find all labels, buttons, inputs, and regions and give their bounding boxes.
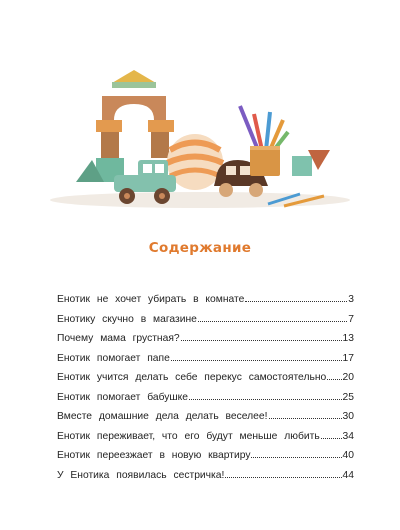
toc-page-number: 25: [342, 391, 354, 403]
toys-illustration: [0, 0, 400, 225]
toc-page-number: 7: [348, 313, 354, 325]
toc-page-number: 40: [342, 450, 354, 461]
toc-entry[interactable]: [57, 411, 354, 431]
toc-page-number: 20: [342, 372, 354, 383]
toc-entry-title: Енотик учится делать себе перекус самостоятельно: [57, 372, 327, 383]
toc-entry-title: Вместе домашние дела делать веселее!: [57, 411, 268, 422]
toc-entry-title: Енотик помогает бабушке: [57, 391, 189, 403]
toc-dot-leader: [171, 360, 342, 361]
toc-entry-title: Енотику скучно в магазине: [57, 313, 197, 325]
toc-entry-title: У Енотика появилась сестричка!: [57, 469, 225, 481]
toc-dot-leader: [225, 477, 341, 478]
toc-dot-leader: [181, 340, 342, 341]
toc-dot-leader: [321, 438, 342, 439]
toc-page-number: 44: [342, 469, 354, 481]
toc-entry-title: Енотик не хочет убирать в комнате: [57, 294, 245, 305]
toc-entry[interactable]: [57, 314, 354, 334]
toc-entry[interactable]: [57, 353, 354, 373]
toc-entry-title: Енотик переживает, что его будут меньше любить: [57, 430, 320, 442]
page-title: Содержание: [148, 240, 252, 256]
toc-entry-title: Почему мама грустная?: [57, 333, 180, 344]
toc-dot-leader: [327, 379, 341, 380]
toc-page-number: 3: [348, 294, 354, 305]
toc-page-number: 13: [342, 333, 354, 344]
toc-entry[interactable]: [57, 333, 354, 353]
toc-entry[interactable]: [57, 431, 354, 451]
toc-dot-leader: [189, 399, 342, 400]
toc-page-number: 30: [342, 411, 354, 422]
teal-cube: [292, 156, 312, 176]
toc-entry[interactable]: [57, 294, 354, 314]
table-of-contents: [57, 294, 354, 489]
toc-entry[interactable]: [57, 372, 354, 392]
toc-page-number: 34: [342, 430, 354, 442]
toc-dot-leader: [245, 301, 347, 302]
toc-dot-leader: [198, 321, 347, 322]
toc-entry[interactable]: [57, 470, 354, 490]
toc-entry-title: Енотик помогает папе: [57, 352, 170, 364]
toc-dot-leader: [251, 457, 341, 458]
toc-entry[interactable]: [57, 450, 354, 470]
toc-entry-title: Енотик переезжает в новую квартиру: [57, 450, 251, 461]
toc-dot-leader: [269, 418, 342, 419]
toc-page-number: 17: [342, 352, 354, 364]
toc-entry[interactable]: [57, 392, 354, 412]
